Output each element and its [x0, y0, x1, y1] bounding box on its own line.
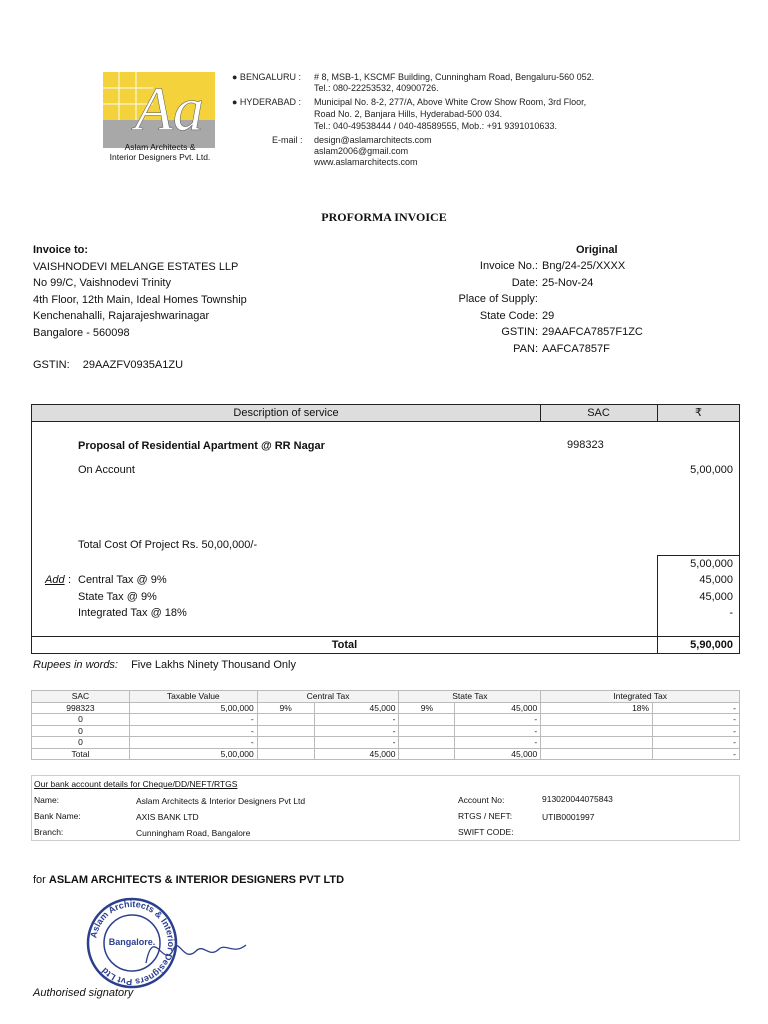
invoice-meta — [380, 258, 700, 358]
item-sac: 998323 — [567, 439, 604, 451]
company-logo — [103, 72, 215, 148]
cell-i-amt: - — [653, 702, 740, 714]
cell-c-amt: 45,000 — [314, 702, 399, 714]
cell-s-rate: 9% — [399, 702, 455, 714]
table-row — [32, 702, 740, 714]
authorised-signatory: Authorised signatory — [33, 987, 134, 999]
swift-label: SWIFT CODE: — [458, 827, 514, 837]
cell-total-s-amt: 45,000 — [455, 748, 541, 760]
bank-label: Bank Name: — [34, 811, 81, 821]
table-row — [32, 725, 740, 737]
client-gstin-value: 29AAZFV0935A1ZU — [82, 359, 184, 371]
cell-taxable: 5,00,000 — [129, 702, 257, 714]
total-amount: 5,90,000 — [690, 639, 733, 651]
account-holder-name: Aslam Architects & Interior Designers Pvt Ltd — [136, 796, 306, 806]
cell-s-amt: - — [455, 714, 541, 726]
cell-s-rate — [399, 714, 455, 726]
client-line: Bangalore - 560098 — [33, 326, 130, 339]
project-cost: Total Cost Of Project Rs. 50,00,000/- — [78, 539, 258, 551]
cell-i-rate: 18% — [541, 702, 653, 714]
for-company-name: ASLAM ARCHITECTS & INTERIOR DESIGNERS PVT LTD — [48, 874, 345, 886]
meta-label: PAN: — [513, 342, 538, 355]
th-sac: SAC — [32, 691, 130, 703]
company-pan: AAFCA7857F — [542, 342, 610, 355]
seal-ring-text: Aslam Architects & Interior Designers Pvt Ltd — [88, 898, 177, 988]
add-colon: : — [68, 574, 72, 586]
tax-amount-central: 45,000 — [699, 574, 733, 586]
item-title: Proposal of Residential Apartment @ RR Nagar — [78, 440, 325, 452]
table-row — [32, 737, 740, 749]
subtotal-amount: 5,00,000 — [690, 558, 733, 570]
th-state: State Tax — [399, 691, 541, 703]
cell-empty — [257, 748, 314, 760]
invoice-date: 25-Nov-24 — [542, 276, 594, 289]
cell-i-amt: - — [653, 714, 740, 726]
cell-s-rate — [399, 725, 455, 737]
words-value: Five Lakhs Ninety Thousand Only — [131, 659, 296, 671]
cell-s-amt: - — [455, 737, 541, 749]
office-line: # 8, MSB-1, KSCMF Building, Cunningham Road, Bengaluru-560 052. — [314, 72, 595, 82]
invoice-to-block — [33, 242, 363, 342]
rtgs-code: UTIB0001997 — [542, 812, 595, 822]
cell-empty — [399, 748, 455, 760]
th-integrated: Integrated Tax — [541, 691, 740, 703]
meta-label: State Code: — [479, 309, 538, 322]
cell-taxable: - — [129, 725, 257, 737]
office-line: Municipal No. 8-2, 277/A, Above White Crow Show Room, 3rd Floor, — [314, 97, 587, 107]
office-label-bengaluru: ● BENGALURU : — [232, 72, 301, 82]
branch-name: Cunningham Road, Bangalore — [136, 828, 251, 838]
cell-total-label: Total — [32, 748, 130, 760]
on-account-label: On Account — [78, 464, 135, 476]
company-gstin: 29AAFCA7857F1ZC — [542, 326, 643, 339]
cell-i-amt: - — [653, 737, 740, 749]
state-code: 29 — [542, 309, 555, 322]
cell-sac: 998323 — [32, 702, 130, 714]
bank-heading: Our bank account details for Cheque/DD/NEFT/RTGS — [34, 779, 238, 789]
cell-s-rate — [399, 737, 455, 749]
cell-taxable: - — [129, 737, 257, 749]
invoice-to-heading: Invoice to: — [33, 244, 89, 256]
cell-total-taxable: 5,00,000 — [129, 748, 257, 760]
email-link[interactable]: design@aslamarchitects.com — [314, 135, 432, 145]
cell-i-rate — [541, 714, 653, 726]
on-account-amount: 5,00,000 — [690, 464, 733, 476]
account-number: 913020044075843 — [542, 794, 613, 804]
account-label: Account No: — [458, 795, 505, 805]
logo-letters: Aa — [135, 76, 204, 144]
cell-c-amt: - — [314, 725, 399, 737]
client-line: Kenchenahalli, Rajarajeshwarinagar — [33, 310, 210, 323]
cell-c-amt: - — [314, 737, 399, 749]
meta-label: Invoice No.: — [479, 260, 538, 272]
header-description: Description of service — [233, 407, 339, 419]
th-central: Central Tax — [257, 691, 399, 703]
amount-in-words — [33, 659, 296, 671]
bank-name-label: Name: — [34, 795, 60, 805]
meta-label: Date: — [511, 276, 538, 289]
bank-details — [31, 775, 740, 841]
website-link[interactable]: www.aslamarchitects.com — [314, 157, 418, 167]
cell-c-rate — [257, 725, 314, 737]
header-sac: SAC — [587, 407, 610, 419]
company-addresses — [232, 72, 732, 172]
email-link[interactable]: aslam2006@gmail.com — [314, 146, 409, 156]
tax-amount-state: 45,000 — [699, 591, 733, 603]
invoice-items-table — [31, 404, 740, 654]
company-name — [90, 142, 230, 162]
rtgs-label: RTGS / NEFT: — [458, 811, 513, 821]
th-taxable: Taxable Value — [129, 691, 257, 703]
tax-summary-table — [31, 690, 740, 760]
total-label: Total — [331, 639, 358, 651]
document-title: PROFORMA INVOICE — [321, 210, 447, 224]
cell-taxable: - — [129, 714, 257, 726]
tax-label-state: State Tax @ 9% — [78, 591, 157, 603]
client-gstin-label: GSTIN: — [33, 359, 70, 371]
company-seal — [84, 893, 264, 993]
table-total-row — [32, 748, 740, 760]
for-prefix: for — [33, 874, 46, 886]
cell-total-c-amt: 45,000 — [314, 748, 399, 760]
words-label: Rupees in words: — [33, 659, 118, 671]
rupee-icon: ₹ — [695, 406, 702, 419]
client-line: No 99/C, Vaishnodevi Trinity — [33, 277, 171, 290]
cell-i-rate — [541, 737, 653, 749]
client-gstin — [33, 357, 183, 374]
bank-name: AXIS BANK LTD — [136, 812, 199, 822]
company-name-line2: Interior Designers Pvt. Ltd. — [109, 152, 211, 162]
branch-label: Branch: — [34, 827, 64, 837]
company-name-line1: Aslam Architects & — [124, 142, 196, 152]
cell-total-i-amt: - — [653, 748, 740, 760]
cell-i-amt: - — [653, 725, 740, 737]
cell-c-rate — [257, 737, 314, 749]
meta-label: GSTIN: — [501, 326, 538, 339]
cell-c-rate: 9% — [257, 702, 314, 714]
client-line: VAISHNODEVI MELANGE ESTATES LLP — [33, 260, 239, 273]
meta-label: Place of Supply: — [458, 293, 538, 306]
client-line: 4th Floor, 12th Main, Ideal Homes Township — [33, 293, 247, 306]
seal-city: Bangalore. — [108, 937, 156, 947]
add-label: Add — [45, 574, 65, 586]
cell-c-amt: - — [314, 714, 399, 726]
office-line: Tel.: 080-22253532, 40900726. — [314, 83, 439, 93]
tax-label-central: Central Tax @ 9% — [78, 574, 167, 586]
cell-s-amt: - — [455, 725, 541, 737]
tax-amount-integrated: - — [729, 607, 733, 619]
cell-sac: 0 — [32, 725, 130, 737]
office-line: Road No. 2, Banjara Hills, Hyderabad-500 034. — [314, 109, 503, 119]
cell-s-amt: 45,000 — [455, 702, 541, 714]
invoice-number: Bng/24-25/XXXX — [542, 260, 626, 272]
office-label-hyderabad: ● HYDERABAD : — [232, 97, 301, 107]
cell-sac: 0 — [32, 714, 130, 726]
cell-i-rate — [541, 725, 653, 737]
cell-c-rate — [257, 714, 314, 726]
office-line: Tel.: 040-49538444 / 040-48589555, Mob.: +91 9391010633. — [314, 121, 557, 131]
email-label: E-mail : — [272, 135, 303, 145]
signature-scribble — [146, 945, 246, 963]
tax-label-integrated: Integrated Tax @ 18% — [78, 607, 187, 619]
table-row — [32, 714, 740, 726]
for-company — [33, 874, 344, 886]
copy-label: Original — [576, 244, 618, 256]
cell-empty — [541, 748, 653, 760]
cell-sac: 0 — [32, 737, 130, 749]
